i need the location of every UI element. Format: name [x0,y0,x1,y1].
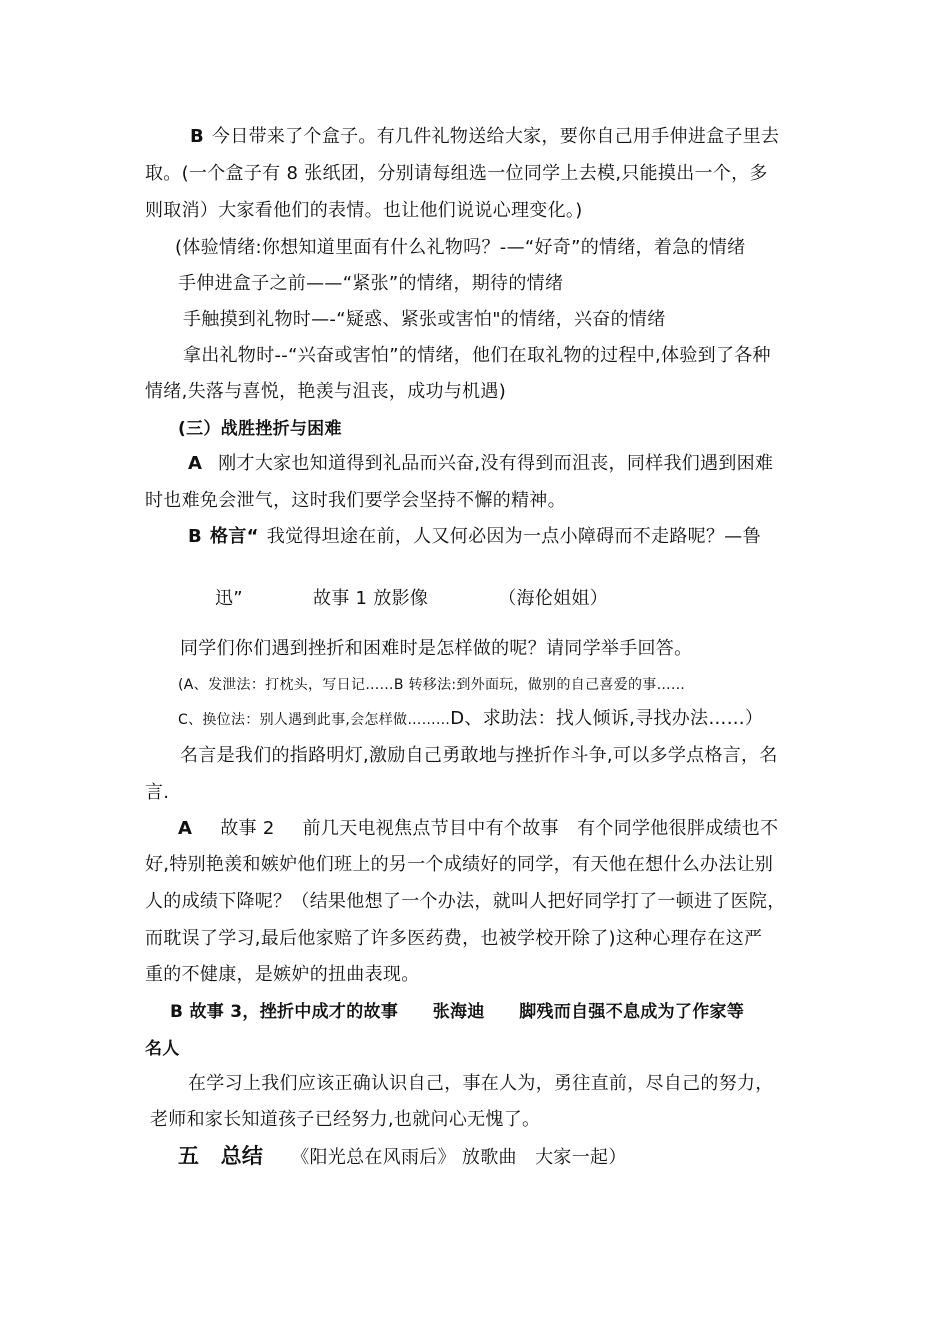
line-text: 今日带来了个盒子。有几件礼物送给大家，要你自己用手伸进盒子里去 [212,126,780,147]
paragraph-line [175,235,745,261]
line-text: 取。(一个盒子有 8 张纸团，分别请每组选一位同学上去模,只能摸出一个，多 [145,163,768,184]
line-text: 时也难免会泄气，这时我们要学会坚持不懈的精神。 [145,490,566,511]
line-text: 人的成绩下降呢？（结果他想了一个办法，就叫人把好同学打了一顿进了医院， [145,891,786,912]
label-a: A [178,818,193,839]
paragraph-line [145,962,420,988]
story-2-label: 故事 2 [220,818,275,839]
story-1-label: 故事 1 放影像 [312,588,429,609]
paragraph-line [183,307,666,333]
line-text-small: C、换位法：别人遇到此事,会怎样做……… [178,712,451,728]
line-text: 在学习上我们应该正确认识自己，事在人为，勇往直前，尽自己的努力， [188,1073,774,1094]
paragraph-line [183,343,771,369]
line-text: (A、发泄法：打枕头，写日记……B 转移法:到外面玩，做别的自己喜爱的事…… [178,677,686,693]
paragraph-line [180,636,692,662]
line-text: 老师和家长知道孩子已经努力,也就问心无愧了。 [150,1109,541,1130]
line-text: 言. [145,782,170,803]
line-text: D、求助法：找人倾诉,寻找办法……） [450,708,764,729]
section-title: (三）战胜挫折与困难 [178,419,342,439]
paragraph-line [145,379,506,405]
paragraph-line [188,1071,774,1097]
paragraph-line [178,816,778,842]
line-text: 我觉得坦途在前，人又何必因为一点小障碍而不走路呢？—鲁 [266,526,761,547]
paragraph-line [150,1107,540,1133]
story-1-note: （海伦姐姐） [498,588,609,609]
quote-end: 迅” [215,588,243,609]
line-text: 情绪,失落与喜悦，艳羡与沮丧，成功与机遇) [145,381,507,402]
paragraph-line [145,926,762,952]
summary-heading: 五 总结 [178,1144,264,1168]
summary-text: 《阳光总在风雨后》 放歌曲 大家一起） [291,1147,627,1168]
line-text: 则取消）大家看他们的表情。也让他们说说心理变化。) [145,200,583,221]
line-text: 而耽误了学习,最后他家赔了许多医药费，也被学校开除了)这种心理存在这严 [145,928,763,949]
paragraph-line [145,780,169,806]
line-text: 刚才大家也知道得到礼品而兴奋,没有得到而沮丧，同样我们遇到困难 [218,453,774,474]
paragraph-line [145,1036,180,1062]
label-a: A [188,453,203,474]
line-text: 好,特别艳羡和嫉妒他们班上的另一个成绩好的同学，有天他在想什么办法让别 [145,854,774,875]
label-b: B [188,526,203,547]
section-heading [178,416,342,442]
paragraph-line [178,706,763,733]
line-text: (体验情绪:你想知道里面有什么礼物吗？-—“好奇”的情绪，着急的情绪 [175,237,746,258]
story-3-line: B 故事 3，挫折中成才的故事 张海迪 脚残而自强不息成为了作家等 [170,1002,745,1022]
paragraph-line [145,889,786,915]
line-text: 名人 [145,1039,180,1059]
line-text: 拿出礼物时--“兴奋或害怕”的情绪，他们在取礼物的过程中,体验到了各种 [183,345,771,366]
line-text: 手触摸到礼物时—-“疑惑、紧张或害怕"的情绪，兴奋的情绪 [183,309,666,330]
line-text: 名言是我们的指路明灯,激励自己勇敢地与挫折作斗争,可以多学点格言，名 [180,745,778,766]
label-b: B [190,126,205,147]
paragraph-line [145,488,566,514]
paragraph-line [145,852,773,878]
paragraph-line [178,271,563,297]
paragraph-line [145,198,583,224]
paragraph-line [145,161,768,187]
paragraph-line [215,586,608,612]
paragraph-line [188,524,761,550]
paragraph-line [178,672,685,698]
summary-line [178,1143,627,1171]
line-text: 同学们你们遇到挫折和困难时是怎样做的呢？请同学举手回答。 [180,638,693,659]
paragraph-line [190,124,779,150]
paragraph-line [170,999,744,1025]
line-text: 手伸进盒子之前——“紧张”的情绪，期待的情绪 [178,273,564,294]
motto-label: 格言“ [210,526,259,547]
paragraph-line [188,451,773,477]
line-text: 重的不健康，是嫉妒的扭曲表现。 [145,964,420,985]
line-text: 前几天电视焦点节目中有个故事 有个同学他很胖成绩也不 [302,818,779,839]
paragraph-line [180,743,778,769]
